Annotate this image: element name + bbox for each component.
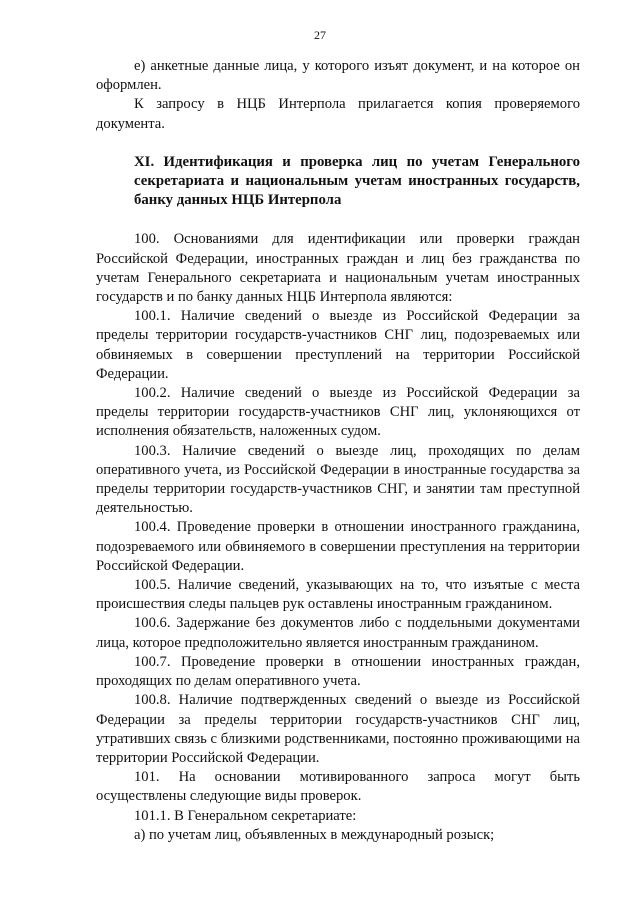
paragraph-100-4: 100.4. Проведение проверки в отношении иностранного гражданина, подозреваемого или обвиняемого в совершении преступления на территории Российской Федерации. [96,519,580,574]
paragraph-100-6: 100.6. Задержание без документов либо с поддельными документами лица, которое предположительно является иностранным гражданином. [96,615,580,651]
paragraph-101: 101. На основании мотивированного запроса могут быть осуществлены следующие виды проверок. [96,769,580,805]
paragraph-101-1-a: а) по учетам лиц, объявленных в международный розыск; [134,826,495,843]
paragraph-100-2: 100.2. Наличие сведений о выезде из Российской Федерации за пределы территории государств-участников СНГ лиц, уклоняющихся от исполнения обязательств, наложенных судом. [96,385,580,440]
paragraph-100-8: 100.8. Наличие подтвержденных сведений о выезде из Российской Федерации за пределы территории государств-участников СНГ лиц, утративших связь с близкими родственниками, постоянно проживающими на территории Российской Федерации. [96,692,580,766]
paragraph-personal-data: е) анкетные данные лица, у которого изъят документ, и на которое он оформлен. [96,58,580,94]
paragraph-101-1: 101.1. В Генеральном секретариате: [134,807,357,824]
paragraph-100-1: 100.1. Наличие сведений о выезде из Российской Федерации за пределы территории государств-участников СНГ лиц, подозреваемых или обвиняемых в совершении преступлений на территории Российской Федерации. [96,308,580,382]
paragraph-100-5: 100.5. Наличие сведений, указывающих на то, что изъятые с места происшествия следы пальцев рук оставлены иностранным гражданином. [96,577,580,613]
paragraph-100-7: 100.7. Проведение проверки в отношении иностранных граждан, проходящих по делам оперативного учета. [96,653,580,690]
page-number: 27 [314,28,326,42]
paragraph-100: 100. Основаниями для идентификации или проверки граждан Российской Федерации, иностранных граждан и лиц без гражданства по учетам Генерального секретариата и национальным учетам иностранных государств и по банку данных НЦБ Интерпола являются: [96,231,580,306]
document-body [96,57,580,845]
paragraph-100-3: 100.3. Наличие сведений о выезде лиц, проходящих по делам оперативного учета, из Российской Федерации в иностранные государства за пределы территории государств-участников СНГ, и занятии там преступной деятельностью. [96,442,580,517]
paragraph-document-copy: К запросу в НЦБ Интерпола прилагается копия проверяемого документа. [96,96,580,132]
section-title: XI. Идентификация и проверка лиц по учетам Генерального секретариата и национальным учетам иностранных государств, банку данных НЦБ Интерпола [134,153,580,209]
